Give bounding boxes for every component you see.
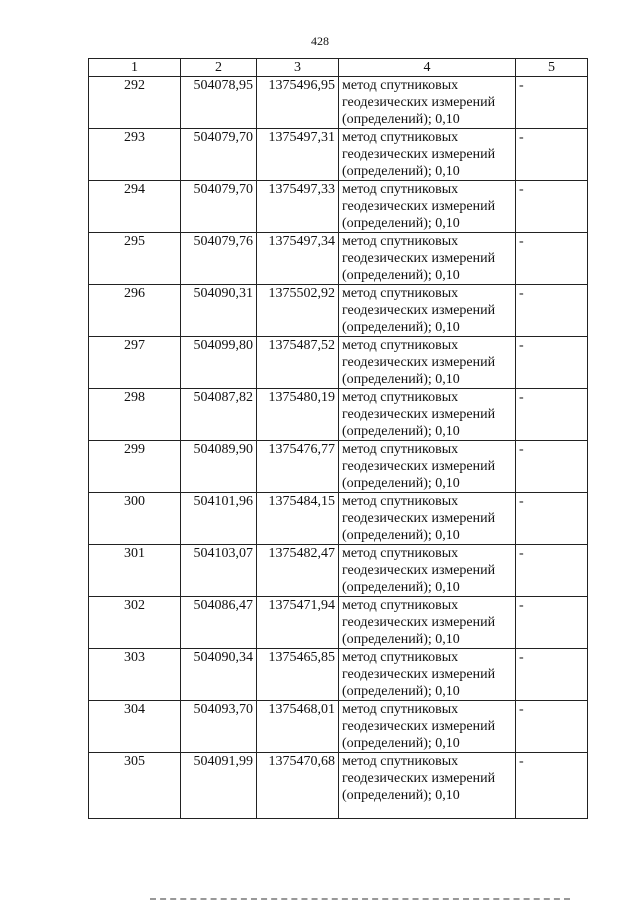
- point-number-cell: 294: [89, 181, 181, 233]
- point-number-cell: 301: [89, 545, 181, 597]
- point-number-cell: 297: [89, 337, 181, 389]
- table-row: [89, 493, 588, 545]
- point-number-cell: 300: [89, 493, 181, 545]
- x-coordinate-cell: 504079,70: [181, 181, 257, 233]
- method-accuracy-cell: метод спутниковых геодезических измерений (определений); 0,10: [339, 181, 516, 233]
- x-coordinate-cell: 504101,96: [181, 493, 257, 545]
- point-number-cell: 302: [89, 597, 181, 649]
- x-coordinate-cell: 504078,95: [181, 77, 257, 129]
- x-coordinate-cell: 504079,76: [181, 233, 257, 285]
- table-row: [89, 701, 588, 753]
- point-number-cell: 304: [89, 701, 181, 753]
- table-row: [89, 597, 588, 649]
- method-accuracy-cell: метод спутниковых геодезических измерений (определений); 0,10: [339, 285, 516, 337]
- method-accuracy-cell: метод спутниковых геодезических измерений (определений); 0,10: [339, 389, 516, 441]
- table-row: [89, 233, 588, 285]
- point-number-cell: 303: [89, 649, 181, 701]
- note-cell: -: [516, 649, 588, 701]
- note-cell: -: [516, 233, 588, 285]
- note-cell: -: [516, 389, 588, 441]
- note-cell: -: [516, 493, 588, 545]
- y-coordinate-cell: 1375468,01: [257, 701, 339, 753]
- x-coordinate-cell: 504087,82: [181, 389, 257, 441]
- page-number: 428: [311, 34, 329, 48]
- table-row: [89, 649, 588, 701]
- bottom-scan-marks: [150, 898, 570, 903]
- x-coordinate-cell: 504089,90: [181, 441, 257, 493]
- method-accuracy-cell: метод спутниковых геодезических измерений (определений); 0,10: [339, 597, 516, 649]
- y-coordinate-cell: 1375476,77: [257, 441, 339, 493]
- y-coordinate-cell: 1375487,52: [257, 337, 339, 389]
- y-coordinate-cell: 1375496,95: [257, 77, 339, 129]
- x-coordinate-cell: 504090,31: [181, 285, 257, 337]
- point-number-cell: 293: [89, 129, 181, 181]
- method-accuracy-cell: метод спутниковых геодезических измерений (определений); 0,10: [339, 545, 516, 597]
- table-row: [89, 545, 588, 597]
- note-cell: -: [516, 441, 588, 493]
- method-accuracy-cell: метод спутниковых геодезических измерений (определений); 0,10: [339, 441, 516, 493]
- method-accuracy-cell: метод спутниковых геодезических измерений (определений); 0,10: [339, 233, 516, 285]
- header-col-5: 5: [516, 59, 588, 77]
- y-coordinate-cell: 1375480,19: [257, 389, 339, 441]
- table-row: [89, 389, 588, 441]
- point-number-cell: 305: [89, 753, 181, 819]
- note-cell: -: [516, 285, 588, 337]
- note-cell: -: [516, 337, 588, 389]
- note-cell: -: [516, 181, 588, 233]
- method-accuracy-cell: метод спутниковых геодезических измерений (определений); 0,10: [339, 493, 516, 545]
- x-coordinate-cell: 504099,80: [181, 337, 257, 389]
- point-number-cell: 292: [89, 77, 181, 129]
- point-number-cell: 295: [89, 233, 181, 285]
- note-cell: -: [516, 129, 588, 181]
- point-number-cell: 298: [89, 389, 181, 441]
- method-accuracy-cell: метод спутниковых геодезических измерений (определений); 0,10: [339, 77, 516, 129]
- table-row: [89, 285, 588, 337]
- header-col-2: 2: [181, 59, 257, 77]
- note-cell: -: [516, 753, 588, 819]
- x-coordinate-cell: 504091,99: [181, 753, 257, 819]
- x-coordinate-cell: 504090,34: [181, 649, 257, 701]
- note-cell: -: [516, 597, 588, 649]
- table-row: [89, 441, 588, 493]
- header-col-1: 1: [89, 59, 181, 77]
- table-row: [89, 77, 588, 129]
- y-coordinate-cell: 1375484,15: [257, 493, 339, 545]
- table-row: [89, 337, 588, 389]
- note-cell: -: [516, 545, 588, 597]
- x-coordinate-cell: 504093,70: [181, 701, 257, 753]
- method-accuracy-cell: метод спутниковых геодезических измерений (определений); 0,10: [339, 753, 516, 819]
- x-coordinate-cell: 504086,47: [181, 597, 257, 649]
- y-coordinate-cell: 1375470,68: [257, 753, 339, 819]
- point-number-cell: 299: [89, 441, 181, 493]
- table-row: [89, 129, 588, 181]
- method-accuracy-cell: метод спутниковых геодезических измерений (определений); 0,10: [339, 129, 516, 181]
- y-coordinate-cell: 1375497,33: [257, 181, 339, 233]
- y-coordinate-cell: 1375465,85: [257, 649, 339, 701]
- x-coordinate-cell: 504079,70: [181, 129, 257, 181]
- y-coordinate-cell: 1375502,92: [257, 285, 339, 337]
- x-coordinate-cell: 504103,07: [181, 545, 257, 597]
- table-row: [89, 181, 588, 233]
- method-accuracy-cell: метод спутниковых геодезических измерений (определений); 0,10: [339, 337, 516, 389]
- note-cell: -: [516, 701, 588, 753]
- table-header-row: [89, 59, 588, 77]
- y-coordinate-cell: 1375497,31: [257, 129, 339, 181]
- header-col-4: 4: [339, 59, 516, 77]
- method-accuracy-cell: метод спутниковых геодезических измерений (определений); 0,10: [339, 649, 516, 701]
- y-coordinate-cell: 1375497,34: [257, 233, 339, 285]
- point-number-cell: 296: [89, 285, 181, 337]
- y-coordinate-cell: 1375482,47: [257, 545, 339, 597]
- y-coordinate-cell: 1375471,94: [257, 597, 339, 649]
- coordinates-table: [88, 58, 588, 819]
- note-cell: -: [516, 77, 588, 129]
- header-col-3: 3: [257, 59, 339, 77]
- table-row: [89, 753, 588, 819]
- method-accuracy-cell: метод спутниковых геодезических измерений (определений); 0,10: [339, 701, 516, 753]
